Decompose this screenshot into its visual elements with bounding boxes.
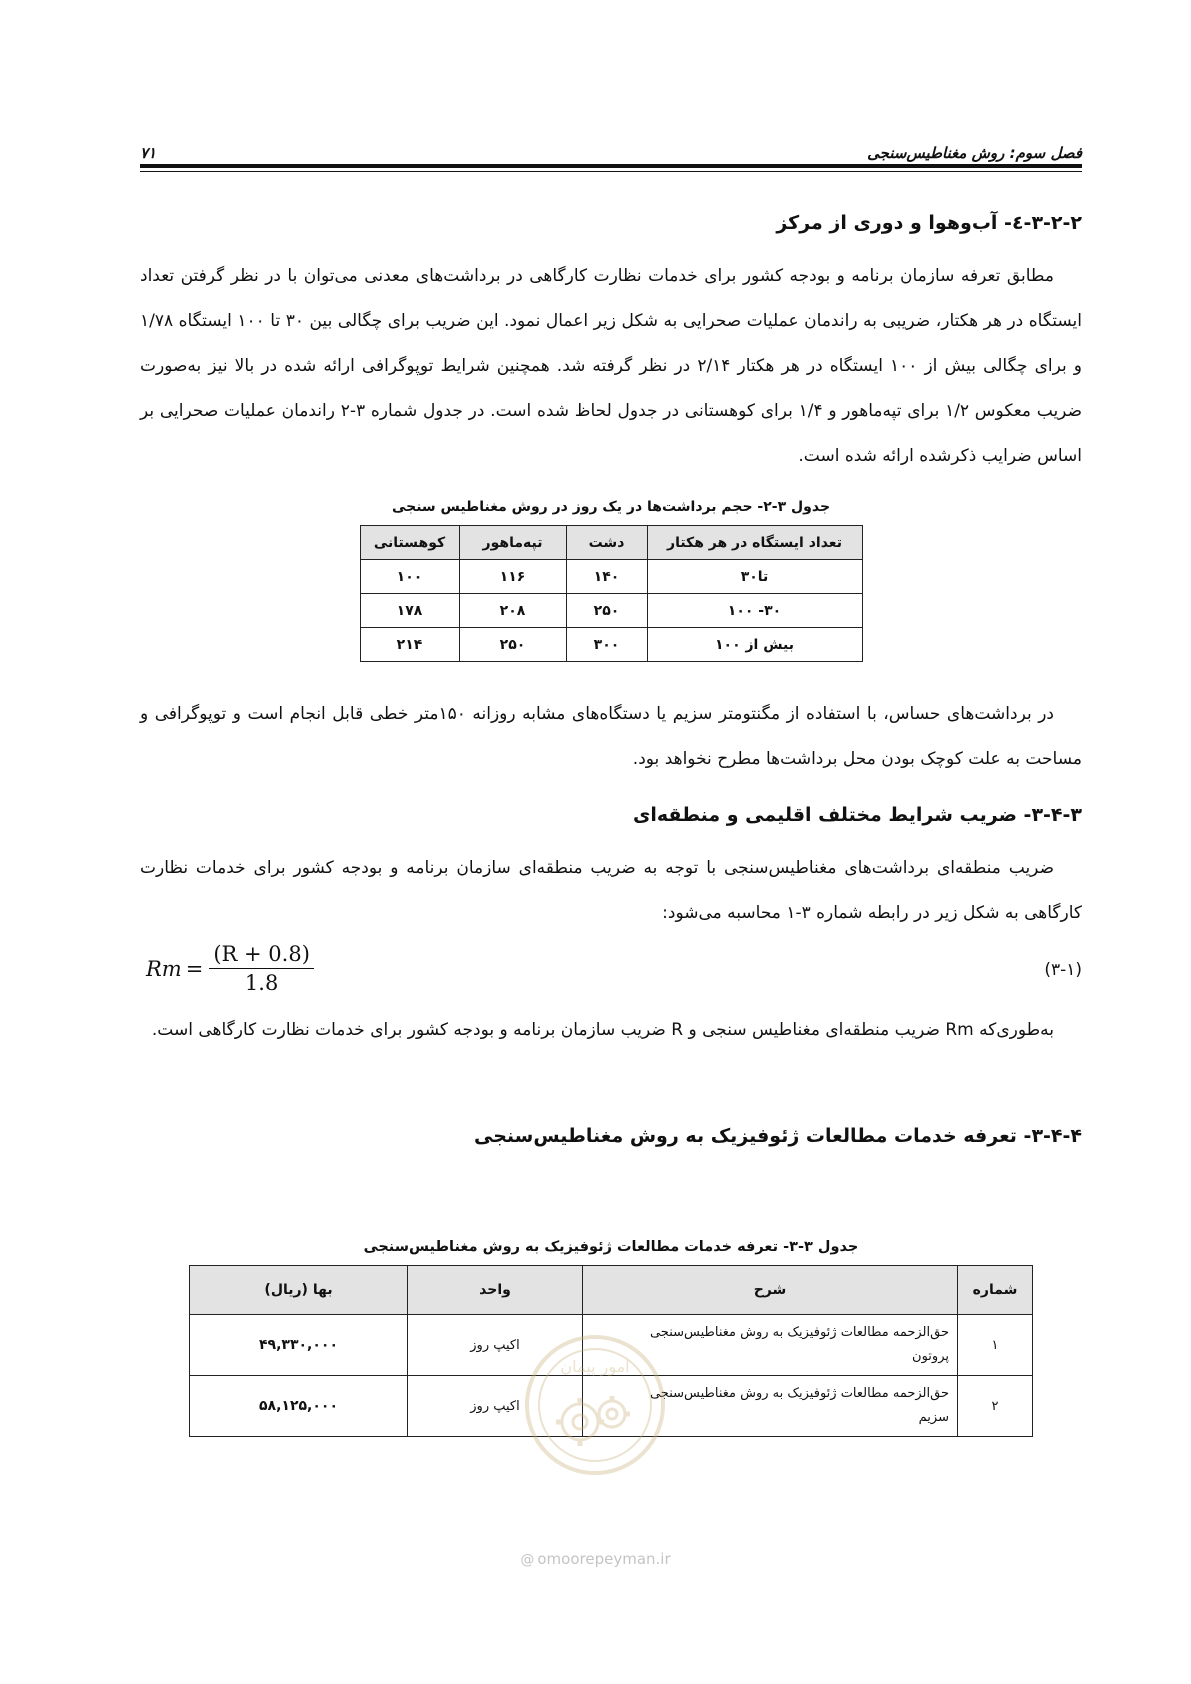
table-row (360, 628, 862, 662)
table-row (360, 560, 862, 594)
table-cell: ۲۵۰ (566, 594, 647, 628)
regional-factor-formula (146, 942, 314, 995)
formula-lhs: Rm (146, 956, 182, 981)
column-header: دشت (566, 526, 647, 560)
watermark-url-text: omoorepeyman.ir (537, 1550, 671, 1568)
chapter-title: فصل سوم: روش مغناطیس‌سنجی (867, 144, 1082, 162)
row-number: ۱ (958, 1315, 1033, 1376)
column-header: بها (ریال) (190, 1266, 408, 1315)
table-cell: ۱۴۰ (566, 560, 647, 594)
equation-block (140, 938, 1082, 1008)
section-paragraph-climate: مطابق تعرفه سازمان برنامه و بودجه کشور برای خدمات نظارت کارگاهی در برداشت‌های معدنی می‌توان با در نظر گرفتن تعداد ایستگاه در هر هکتار، ضریبی به راندمان عملیات صحرایی به شکل زیر اعمال نمود. این ضریب برای چگالی بین ۳۰ تا ۱۰۰ ایستگاه ۱/۷۸ و برای چگالی بیش از ۱۰۰ ایستگاه در هر هکتار ۲/۱۴ در نظر گرفته شد. همچنین شرایط توپوگرافی ارائه شده در بالا نیز به‌صورت ضریب معکوس ۱/۲ برای تپه‌ماهور و ۱/۴ برای کوهستانی در جدول لحاظ شده است. در جدول شماره ۳-۲ راندمان عملیات صحرایی بر اساس ضرایب ذکرشده ارائه شده است. (140, 266, 1083, 466)
formula-denominator: 1.8 (244, 971, 279, 995)
section-paragraph-regional-factor: ضریب منطقه‌ای برداشت‌های مغناطیس‌سنجی با توجه به ضریب منطقه‌ای سازمان برنامه و بودجه کشور برای خدمات نظارت کارگاهی به شکل زیر در رابطه شماره ۳-۱ محاسبه می‌شود: (140, 858, 1082, 923)
row-price: ۵۸,۱۲۵,۰۰۰ (190, 1376, 408, 1437)
column-header: تپه‌ماهور (459, 526, 566, 560)
formula-fraction (209, 942, 314, 995)
column-header: کوهستانی (360, 526, 459, 560)
description-line: حق‌الزحمه مطالعات ژئوفیزیک به روش مغناطیس‌سنجی (649, 1325, 949, 1340)
header-rule-thick (140, 164, 1082, 168)
table-cell: ۲۰۸ (459, 594, 566, 628)
page-number: ۷۱ (140, 144, 157, 162)
cesium-magnetometer-paragraph: در برداشت‌های حساس، با استفاده از مگنتومتر سزیم یا دستگاه‌های مشابه روزانه ۱۵۰متر خطی قابل انجام است و توپوگرافی و مساحت به علت کوچک بودن محل برداشت‌ها مطرح نخواهد بود. (140, 704, 1082, 769)
table-cell: ۳۰- ۱۰۰ (647, 594, 862, 628)
description-line: پروتون (912, 1349, 949, 1364)
description-line: سزیم (918, 1410, 949, 1425)
survey-volume-table (360, 525, 863, 662)
table-header-row (190, 1266, 1033, 1315)
column-header: شرح (583, 1266, 958, 1315)
column-header: تعداد ایستگاه در هر هکتار (647, 526, 862, 560)
table-cell: ۲۵۰ (459, 628, 566, 662)
page-content (140, 206, 1082, 1437)
row-number: ۲ (958, 1376, 1033, 1437)
formula-explanation-paragraph: به‌طوری‌که Rm ضریب منطقه‌ای مغناطیس سنجی و R ضریب سازمان برنامه و بودجه کشور برای خدمات نظارت کارگاهی است. (151, 1020, 1054, 1040)
table-cell: ۱۰۰ (360, 560, 459, 594)
row-unit: اکیپ روز (408, 1376, 583, 1437)
running-header (140, 130, 1082, 162)
description-line: حق‌الزحمه مطالعات ژئوفیزیک به روش مغناطیس‌سنجی (649, 1386, 949, 1401)
equation-number: (۳-۱) (1044, 960, 1082, 980)
table-cell: ۱۷۸ (360, 594, 459, 628)
column-header: شماره (958, 1266, 1033, 1315)
row-unit: اکیپ روز (408, 1315, 583, 1376)
svg-text:امور پیمان: امور پیمان (560, 1357, 630, 1376)
table-cell: تا۳۰ (647, 560, 862, 594)
watermark-url (0, 1550, 1191, 1568)
table-cell: ۲۱۴ (360, 628, 459, 662)
table1-caption: جدول ۳-۲- حجم برداشت‌ها در یک روز در روش مغناطیس سنجی (391, 499, 831, 515)
formula-numerator: (R + 0.8) (209, 942, 314, 969)
table-cell: ۱۱۶ (459, 560, 566, 594)
table2-caption: جدول ۳-۳- تعرفه خدمات مطالعات ژئوفیزیک به روش مغناطیس‌سنجی (363, 1239, 859, 1255)
table-cell: ۳۰۰ (566, 628, 647, 662)
table-row (360, 594, 862, 628)
row-price: ۴۹,۳۳۰,۰۰۰ (190, 1315, 408, 1376)
at-icon: @ (520, 1552, 535, 1568)
table-header-row (360, 526, 862, 560)
gear-seal-icon (520, 1330, 670, 1480)
section-heading-tariff: ۳-۴-۴- تعرفه خدمات مطالعات ژئوفیزیک به روش مغناطیس‌سنجی (473, 1125, 1082, 1147)
table-cell: بیش از ۱۰۰ (647, 628, 862, 662)
column-header: واحد (408, 1266, 583, 1315)
section-heading-climate: ۳-۲-۲-٤- آب‌وهوا و دوری از مرکز (776, 212, 1082, 234)
section-heading-regional-factor: ۳-۴-۳- ضریب شرایط مختلف اقلیمی و منطقه‌ای (632, 804, 1082, 826)
formula-equals: = (185, 956, 204, 981)
header-rule-thin (140, 171, 1082, 172)
